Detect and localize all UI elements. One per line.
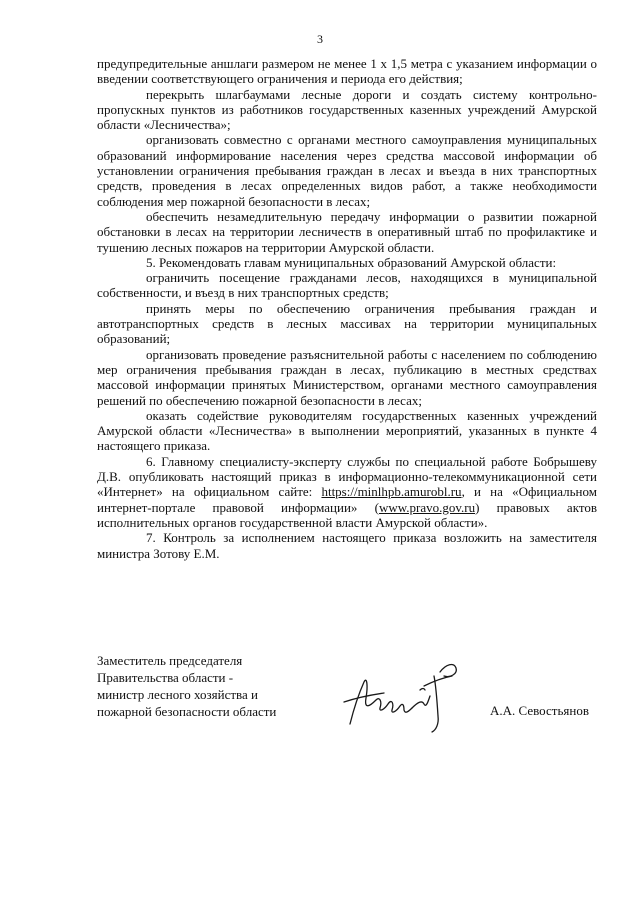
signer-name: А.А. Севостьянов: [490, 703, 589, 718]
paragraph-text: предупредительные аншлаги размером не менее 1 х 1,5 метра с указанием информации о введении соответствующего ограничения и периода его действия;: [97, 56, 597, 87]
paragraph-6: [97, 301, 597, 347]
paragraph-text: организовать совместно с органами местного самоуправления муниципальных образований информирование населения через средства массовой информации об установлении ограничения пребывания граждан в лесах и въезда в них транспортных средств, проведения в лесах определенных видов работ, а также необходимости соблюдения мер пожарной безопасности в лесах;: [97, 132, 597, 209]
paragraph-4: [97, 255, 597, 270]
paragraph-text: 5. Рекомендовать главам муниципальных образований Амурской области:: [146, 254, 557, 270]
document-body: [97, 56, 597, 561]
paragraph-3: [97, 209, 597, 255]
paragraph-text: принять меры по обеспечению ограничения пребывания граждан и автотранспортных средств в лесных массивах на территории муниципальных образований;: [97, 300, 597, 347]
paragraph-text: оказать содействие руководителям государственных казенных учреждений Амурской области «Лесничества» в выполнении мероприятий, указанных в пункте 4 настоящего приказа.: [97, 407, 597, 454]
paragraph-text: перекрыть шлагбаумами лесные дороги и создать систему контрольно-пропускных пунктов из работников государственных казенных учреждений Амурской области «Лесничества»;: [97, 86, 597, 133]
paragraph-2: [97, 132, 597, 208]
paragraph-text: , и на «Официальном интернет-портале правовой информации» (: [97, 484, 597, 515]
website-link[interactable]: https://minlhpb.amurobl.ru: [321, 484, 462, 500]
paragraph-text: организовать проведение разъяснительной работы с населением по соблюдению мер ограничения пребывания граждан в лесах, публикацию в местных средствах массовой информации принятых Министерством, органами местного самоуправления решений по обеспечению пожарной безопасности в лесах;: [97, 346, 597, 408]
signer-title-line: Заместитель председателя: [97, 653, 243, 668]
paragraph-8: [97, 408, 597, 454]
pravo-portal-link[interactable]: www.pravo.gov.ru: [378, 499, 476, 515]
paragraph-1: [97, 87, 597, 133]
paragraph-text: 7. Контроль за исполнением настоящего приказа возложить на заместителя министра Зотову Е.М.: [97, 530, 597, 561]
handwritten-signature: [340, 646, 470, 736]
signature-title-block: [97, 652, 307, 720]
paragraph-text: 6. Главному специалисту-эксперту службы по специальной работе Бобрышеву Д.В. опубликовать настоящий приказ в информационно-телекоммуникационной сети «Интернет» на официальном сайте:: [97, 453, 597, 500]
paragraph-7: [97, 347, 597, 408]
signer-title-line: пожарной безопасности области: [97, 704, 277, 719]
page-number: 3: [317, 32, 323, 46]
paragraph-0: [97, 56, 597, 87]
paragraph-text: ограничить посещение гражданами лесов, находящихся в муниципальной собственности, и въезд в них транспортных средств;: [97, 270, 597, 301]
paragraph-text: обеспечить незамедлительную передачу информации о развитии пожарной обстановки в лесах на территории лесничеств в оперативный штаб по профилактике и тушению лесных пожаров на территории Амурской области.: [97, 208, 597, 255]
signer-title-line: Правительства области -: [97, 670, 234, 685]
paragraph-10: [97, 530, 597, 561]
paragraph-5: [97, 270, 597, 301]
paragraph-9: [97, 454, 597, 530]
paragraph-text: ) правовых актов исполнительных органов государственной власти Амурской области».: [97, 499, 597, 530]
signer-title-line: министр лесного хозяйства и: [97, 687, 258, 702]
